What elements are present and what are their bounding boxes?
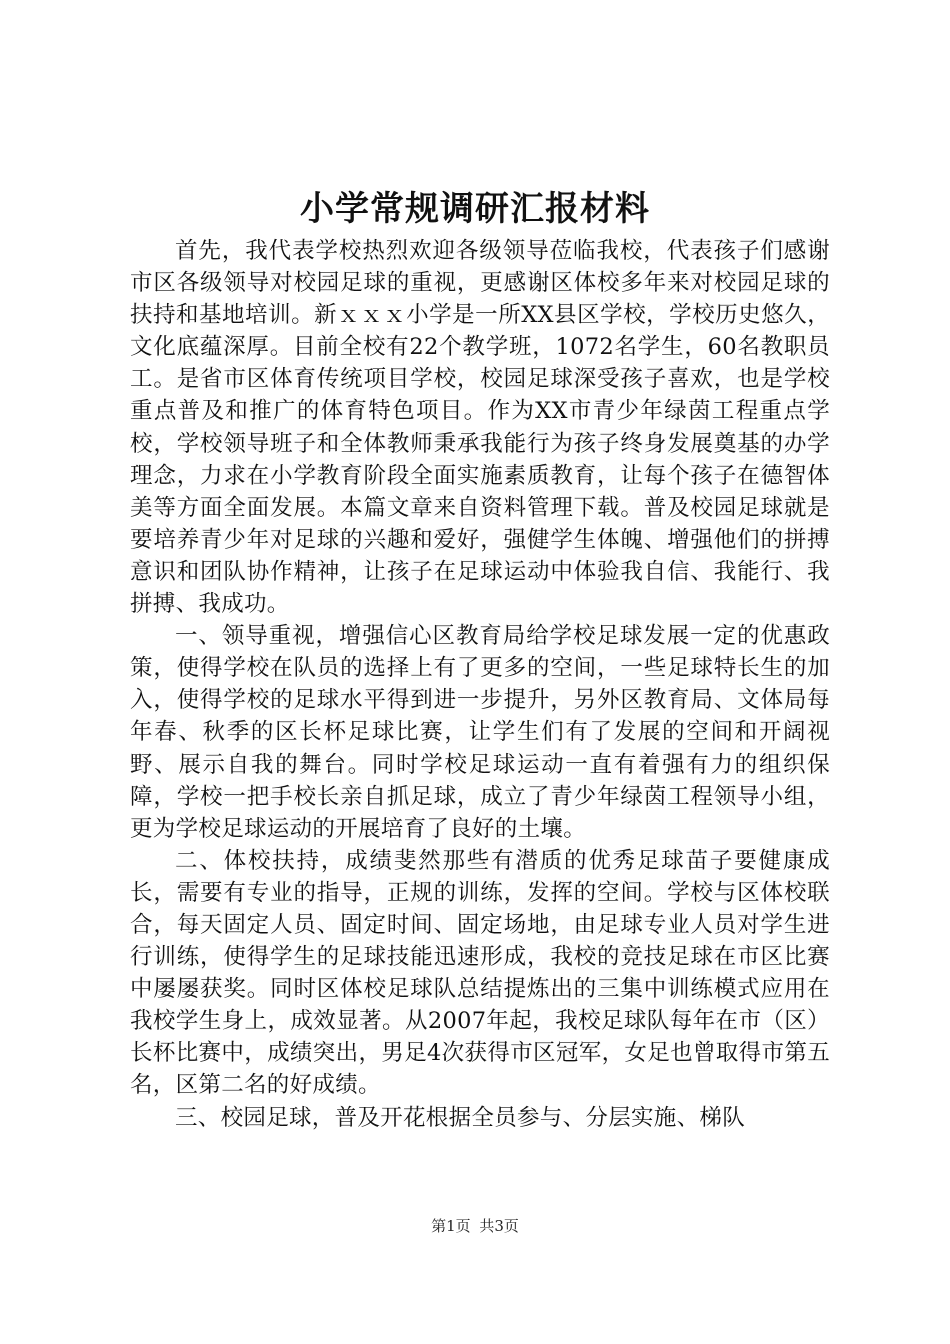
page-footer xyxy=(0,1214,950,1238)
page-number: 第1页 xyxy=(431,1217,471,1235)
paragraph-section-1: 一、领导重视，增强信心区教育局给学校足球发展一定的优惠政策，使得学校在队员的选择上有了更多的空间，一些足球特长生的加入，使得学校的足球水平得到进一步提升，另外区教育局、文体局每年春、秋季的区长杯足球比赛，让学生们有了发展的空间和开阔视野、展示自我的舞台。同时学校足球运动一直有着强有力的组织保障，学校一把手校长亲自抓足球，成立了青少年绿茵工程领导小组，更为学校足球运动的开展培育了良好的土壤。 xyxy=(130,623,830,842)
page-total: 共3页 xyxy=(479,1217,519,1235)
paragraph-section-3: 三、校园足球，普及开花根据全员参与、分层实施、梯队 xyxy=(175,1104,746,1131)
document-title: 小学常规调研汇报材料 xyxy=(300,189,650,229)
paragraph-intro: 首先，我代表学校热烈欢迎各级领导莅临我校，代表孩子们感谢市区各级领导对校园足球的重视，更感谢区体校多年来对校园足球的扶持和基地培训。新ｘｘｘ小学是一所XX县区学校，学校历史悠久，文化底蕴深厚。目前全校有22个教学班，1072名学生，60名教职员工。是省市区体育传统项目学校，校园足球深受孩子喜欢，也是学校重点普及和推广的体育特色项目。作为XX市青少年绿茵工程重点学校，学校领导班子和全体教师秉承我能行为孩子终身发展奠基的办学理念，力求在小学教育阶段全面实施素质教育，让每个孩子在德智体美等方面全面发展。本篇文章来自资料管理下载。普及校园足球就是要培养青少年对足球的兴趣和爱好，强健学生体魄、增强他们的拼搏意识和团队协作精神，让孩子在足球运动中体验我自信、我能行、我拼搏、我成功。 xyxy=(130,238,830,618)
paragraph-section-2: 二、体校扶持，成绩斐然那些有潜质的优秀足球苗子要健康成长，需要有专业的指导，正规的训练，发挥的空间。学校与区体校联合，每天固定人员、固定时间、固定场地，由足球专业人员对学生进行训练，使得学生的足球技能迅速形成，我校的竞技足球在市区比赛中屡屡获奖。同时区体校足球队总结提炼出的三集中训练模式应用在我校学生身上，成效显著。从2007年起，我校足球队每年在市（区）长杯比赛中，成绩突出，男足4次获得市区冠军，女足也曾取得市第五名，区第二名的好成绩。 xyxy=(130,847,830,1099)
document-body xyxy=(130,235,830,1134)
